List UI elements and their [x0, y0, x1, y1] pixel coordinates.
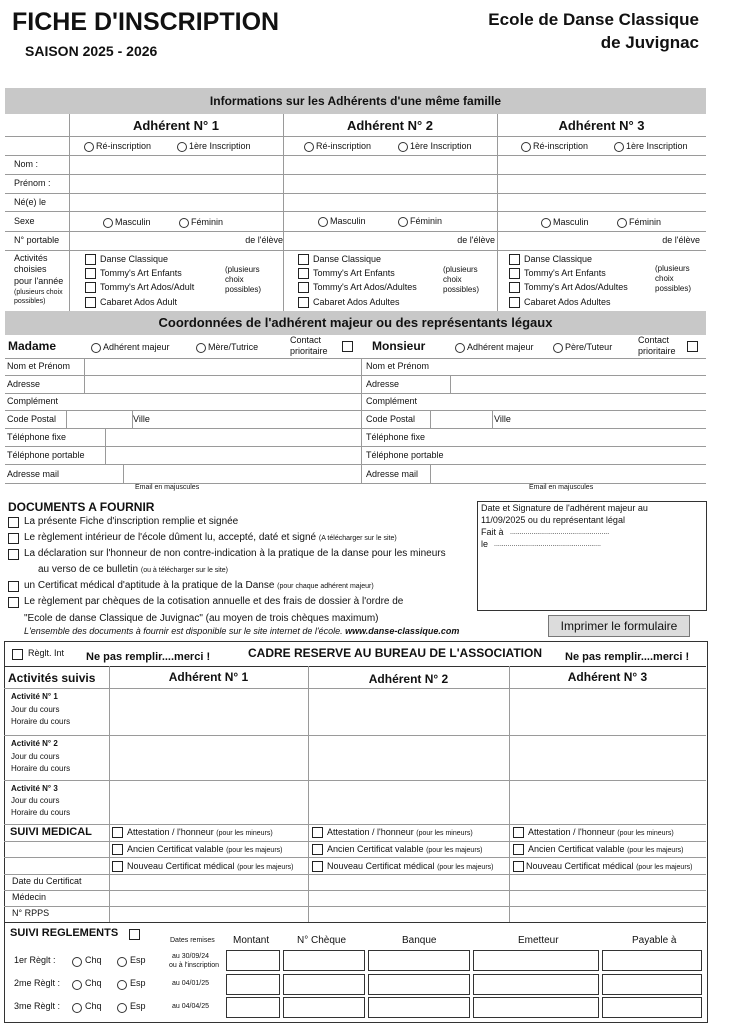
- doc-declaration-note: (ou à télécharger sur le site): [140, 567, 229, 574]
- member-3-portable-field[interactable]: [498, 232, 653, 249]
- member-1-masculin-radio[interactable]: [103, 218, 113, 228]
- monsieur-ville-label: Ville: [494, 414, 511, 424]
- madame-code-postal-field[interactable]: [67, 411, 131, 427]
- m1-ancien-checkbox[interactable]: [112, 844, 123, 855]
- m1-activity-tommy-enfants-label: Tommy's Art Enfants: [100, 268, 182, 278]
- member-1-birthdate-field[interactable]: [70, 194, 282, 210]
- madame-mere-tutrice-radio[interactable]: [196, 343, 206, 353]
- m1-nouveau-checkbox[interactable]: [112, 861, 123, 872]
- madame-label: Madame: [8, 339, 57, 353]
- col-emetteur: Emetteur: [518, 935, 559, 946]
- madame-tel-fixe-field[interactable]: [106, 429, 360, 445]
- m3-activity-tommy-enfants-checkbox[interactable]: [509, 268, 520, 279]
- m1-nouveau-note: (pour les majeurs): [237, 864, 294, 871]
- m2-nouveau-label: [327, 862, 494, 871]
- madame-tel-portable-label: Téléphone portable: [7, 450, 85, 460]
- documents-title: DOCUMENTS A FOURNIR: [8, 500, 155, 514]
- monsieur-contact-prioritaire-line1: Contact: [638, 335, 670, 345]
- form-title: FICHE D'INSCRIPTION: [12, 8, 280, 36]
- m2-attestation-note: (pour les mineurs): [416, 830, 473, 837]
- reglt-int-label: Règlt. Int: [28, 648, 65, 658]
- monsieur-adherent-majeur-radio[interactable]: [455, 343, 465, 353]
- payment-3-chq-radio[interactable]: [72, 1003, 82, 1013]
- madame-email-note: Email en majuscules: [135, 484, 200, 491]
- m2-activity-tommy-enfants-label: Tommy's Art Enfants: [313, 268, 395, 278]
- member-2-header: Adhérent N° 2: [346, 118, 434, 133]
- monsieur-label: Monsieur: [372, 339, 426, 353]
- payment-1-esp-radio[interactable]: [117, 957, 127, 967]
- signature-fait-a-dots: ...................................................: [510, 529, 610, 536]
- member-1-feminin-radio[interactable]: [179, 218, 189, 228]
- doc-declaration-checkbox[interactable]: [8, 549, 19, 560]
- m2-activity-tommy-ados-checkbox[interactable]: [298, 282, 309, 293]
- m3-attestation-note: (pour les mineurs): [617, 830, 674, 837]
- activities-label-line3: pour l'année: [14, 276, 64, 286]
- m2-activity-classique-checkbox[interactable]: [298, 254, 309, 265]
- madame-code-postal-label: Code Postal: [7, 414, 57, 424]
- monsieur-adresse-field[interactable]: [451, 376, 705, 392]
- payment-3-payable-field[interactable]: [602, 997, 702, 1018]
- payment-3-montant-field[interactable]: [226, 997, 280, 1018]
- ne-pas-remplir-right: Ne pas remplir....merci !: [565, 651, 690, 663]
- signature-le-label: le: [481, 539, 489, 549]
- member-3-first-inscription-radio[interactable]: [614, 142, 624, 152]
- reserved-member-2-header: Adhérent N° 2: [368, 672, 449, 686]
- m2-ancien-label: [327, 845, 483, 854]
- doc-certificat-label: [24, 581, 374, 591]
- m1-plusieurs-note-3: possibles): [225, 285, 262, 294]
- m2-ancien-text: Ancien Certificat valable: [327, 844, 424, 854]
- member-2-feminin-label: Féminin: [410, 216, 443, 226]
- signature-line2: 11/09/2025 ou du représentant légal: [481, 515, 625, 525]
- m1-nouveau-label: [127, 862, 294, 871]
- m2-activity-tommy-ados-label: Tommy's Art Ados/Adultes: [313, 282, 417, 292]
- payment-2-esp-label: Esp: [130, 978, 146, 988]
- monsieur-pere-tuteur-label: Père/Tuteur: [565, 342, 613, 352]
- activity-3-label: Activité N° 3: [11, 784, 58, 793]
- member-3-birthdate-field[interactable]: [498, 194, 705, 210]
- m2-ancien-note: (pour les majeurs): [426, 847, 483, 854]
- member-2-first-inscription-radio[interactable]: [398, 142, 408, 152]
- member-2-feminin-radio[interactable]: [398, 217, 408, 227]
- payment-2-payable-field[interactable]: [602, 974, 702, 995]
- m2-plusieurs-note-2: choix: [443, 275, 462, 284]
- payment-3-banque-field[interactable]: [368, 997, 470, 1018]
- signature-line1: Date et Signature de l'adhérent majeur au: [481, 503, 648, 513]
- activites-suivis-label: Activités suivis: [8, 671, 96, 685]
- payment-3-esp-label: Esp: [130, 1001, 146, 1011]
- monsieur-tel-portable-field[interactable]: [455, 447, 705, 463]
- activity-2-horaire-label: Horaire du cours: [11, 764, 71, 773]
- m2-activity-cabaret-checkbox[interactable]: [298, 297, 309, 308]
- activities-label-line2: choisies: [14, 264, 47, 274]
- monsieur-nom-prenom-field[interactable]: [451, 359, 705, 374]
- activity-2-jour-label: Jour du cours: [11, 752, 60, 761]
- m1-activity-tommy-ados-label: Tommy's Art Ados/Adult: [100, 282, 195, 292]
- doc-declaration-label-line1: La déclaration sur l'honneur de non contre-indication à la pratique de la danse pour les mineurs: [24, 548, 446, 559]
- monsieur-complement-field[interactable]: [430, 394, 705, 409]
- member-2-masculin-radio[interactable]: [318, 217, 328, 227]
- madame-tel-fixe-label: Téléphone fixe: [7, 432, 67, 442]
- monsieur-complement-label: Complément: [366, 396, 418, 406]
- payment-2-emetteur-field[interactable]: [473, 974, 599, 995]
- rpps-label: N° RPPS: [12, 908, 50, 918]
- activity-3-horaire-label: Horaire du cours: [11, 808, 71, 817]
- m1-attestation-text: Attestation / l'honneur: [127, 827, 214, 837]
- payment-3-chq-label: Chq: [85, 1001, 102, 1011]
- payment-3-label: 3me Règlt :: [14, 1001, 61, 1011]
- member-1-nom-field[interactable]: [70, 156, 282, 173]
- doc-reglement-main: Le règlement intérieur de l'école dûment lu, accepté, daté et signé: [24, 532, 317, 543]
- member-2-masculin-label: Masculin: [330, 216, 366, 226]
- madame-email-field[interactable]: [124, 465, 360, 482]
- monsieur-adresse-label: Adresse: [366, 379, 400, 389]
- payment-2-chq-label: Chq: [85, 978, 102, 988]
- payment-3-esp-radio[interactable]: [117, 1003, 127, 1013]
- payment-2-date: au 04/01/25: [172, 980, 209, 987]
- member-3-prenom-field[interactable]: [498, 175, 705, 192]
- member-1-first-inscription-radio[interactable]: [177, 142, 187, 152]
- m3-ancien-note: (pour les majeurs): [627, 847, 684, 854]
- m3-activity-cabaret-label: Cabaret Ados Adultes: [524, 297, 611, 307]
- doc-reglement-checkbox[interactable]: [8, 533, 19, 544]
- payment-1-emetteur-field[interactable]: [473, 950, 599, 971]
- madame-tel-portable-field[interactable]: [106, 447, 360, 463]
- m1-attestation-label: [127, 828, 273, 837]
- member-3-first-inscription-label: 1ère Inscription: [626, 141, 688, 151]
- member-1-portable-field[interactable]: [70, 232, 230, 249]
- portable-label: N° portable: [14, 235, 60, 245]
- m2-nouveau-note: (pour les majeurs): [437, 864, 494, 871]
- nom-label: Nom :: [14, 159, 39, 169]
- m3-ancien-checkbox[interactable]: [513, 844, 524, 855]
- m3-attestation-label: [528, 828, 674, 837]
- monsieur-tel-fixe-label: Téléphone fixe: [366, 432, 426, 442]
- doc-cheques-checkbox[interactable]: [8, 597, 19, 608]
- m3-plusieurs-note-3: possibles): [655, 284, 692, 293]
- monsieur-code-postal-field[interactable]: [431, 411, 491, 427]
- m1-activity-classique-checkbox[interactable]: [85, 254, 96, 265]
- monsieur-code-postal-label: Code Postal: [366, 414, 416, 424]
- monsieur-pere-tuteur-radio[interactable]: [553, 343, 563, 353]
- m3-activity-tommy-ados-label: Tommy's Art Ados/Adultes: [524, 282, 628, 292]
- activity-1-label: Activité N° 1: [11, 692, 58, 701]
- member-3-de-l-eleve: de l'élève: [662, 235, 700, 245]
- payment-1-date: au 30/09/24: [172, 953, 209, 960]
- m2-attestation-label: [327, 828, 473, 837]
- m2-plusieurs-note-1: (plusieurs: [443, 265, 478, 274]
- payment-1-montant-field[interactable]: [226, 950, 280, 971]
- m3-attestation-text: Attestation / l'honneur: [528, 827, 615, 837]
- documents-footer-url[interactable]: www.danse-classique.com: [345, 626, 460, 636]
- m3-plusieurs-note-2: choix: [655, 274, 674, 283]
- member-3-feminin-radio[interactable]: [617, 218, 627, 228]
- suivi-reglements-label: SUIVI REGLEMENTS: [10, 927, 119, 939]
- print-form-button[interactable]: Imprimer le formulaire: [548, 615, 690, 637]
- activities-note-line1: (plusieurs choix: [14, 289, 63, 296]
- m2-nouveau-checkbox[interactable]: [312, 861, 323, 872]
- activities-note-line2: possibles): [14, 298, 46, 305]
- activity-1-horaire-label: Horaire du cours: [11, 717, 71, 726]
- madame-adherent-majeur-radio[interactable]: [91, 343, 101, 353]
- m1-plusieurs-note-2: choix: [225, 275, 244, 284]
- member-3-masculin-radio[interactable]: [541, 218, 551, 228]
- col-banque: Banque: [402, 935, 437, 946]
- suivi-medical-label: SUIVI MEDICAL: [10, 826, 92, 838]
- m3-ancien-label: [528, 845, 684, 854]
- madame-ville-field[interactable]: [160, 411, 360, 427]
- madame-ville-label: Ville: [133, 414, 150, 424]
- monsieur-contact-prioritaire-checkbox[interactable]: [687, 341, 698, 352]
- m1-nouveau-text: Nouveau Certificat médical: [127, 861, 235, 871]
- madame-contact-prioritaire-line2: prioritaire: [290, 346, 328, 356]
- m1-ancien-note: (pour les majeurs): [226, 847, 283, 854]
- m3-activity-tommy-enfants-label: Tommy's Art Enfants: [524, 268, 606, 278]
- member-2-prenom-field[interactable]: [284, 175, 496, 192]
- doc-cheques-label-line1: Le règlement par chèques de la cotisation annuelle et des frais de dossier à l'ordre de: [24, 596, 404, 607]
- dates-remises-label: Dates remises: [170, 937, 215, 944]
- signature-fait-a-label: Fait à: [481, 527, 504, 537]
- m3-nouveau-label: [526, 862, 693, 871]
- member-1-header: Adhérent N° 1: [132, 118, 220, 133]
- m1-activity-cabaret-checkbox[interactable]: [85, 297, 96, 308]
- medecin-label: Médecin: [12, 892, 47, 902]
- madame-email-label: Adresse mail: [7, 469, 60, 479]
- m3-nouveau-checkbox[interactable]: [513, 861, 524, 872]
- madame-mere-tutrice-label: Mère/Tutrice: [208, 342, 259, 352]
- member-2-portable-field[interactable]: [284, 232, 444, 249]
- m1-activity-cabaret-label: Cabaret Ados Adult: [100, 297, 178, 307]
- signature-le-dots: .......................................................: [494, 541, 601, 548]
- member-2-first-inscription-label: 1ère Inscription: [410, 141, 472, 151]
- member-1-first-inscription-label: 1ère Inscription: [189, 141, 251, 151]
- payment-1-chq-label: Chq: [85, 955, 102, 965]
- m1-plusieurs-note-1: (plusieurs: [225, 265, 260, 274]
- m3-attestation-checkbox[interactable]: [513, 827, 524, 838]
- member-2-nom-field[interactable]: [284, 156, 496, 173]
- m2-plusieurs-note-3: possibles): [443, 285, 480, 294]
- school-name-line1: Ecole de Danse Classique: [488, 10, 699, 29]
- payment-1-cheque-field[interactable]: [283, 950, 365, 971]
- payment-1-banque-field[interactable]: [368, 950, 470, 971]
- doc-certificat-note: (pour chaque adhérent majeur): [277, 583, 374, 590]
- m3-ancien-text: Ancien Certificat valable: [528, 844, 625, 854]
- suivi-reglements-checkbox[interactable]: [129, 929, 140, 940]
- monsieur-nom-prenom-label: Nom et Prénom: [366, 361, 430, 371]
- payment-3-cheque-field[interactable]: [283, 997, 365, 1018]
- members-section-title: Informations sur les Adhérents d'une même famille: [209, 94, 502, 108]
- member-3-feminin-label: Féminin: [629, 217, 662, 227]
- monsieur-tel-portable-label: Téléphone portable: [366, 450, 444, 460]
- reglt-int-checkbox[interactable]: [12, 649, 23, 660]
- member-1-reinscription-radio[interactable]: [84, 142, 94, 152]
- m3-plusieurs-note-1: (plusieurs: [655, 264, 690, 273]
- season-label: SAISON 2025 - 2026: [25, 43, 158, 59]
- reserved-member-3-header: Adhérent N° 3: [567, 670, 648, 684]
- payment-1-date-note: ou à l'inscription: [169, 962, 219, 969]
- m2-activity-cabaret-label: Cabaret Ados Adultes: [313, 297, 400, 307]
- monsieur-tel-fixe-field[interactable]: [440, 429, 705, 445]
- monsieur-ville-field[interactable]: [520, 411, 705, 427]
- madame-contact-prioritaire-checkbox[interactable]: [342, 341, 353, 352]
- madame-nom-prenom-field[interactable]: [85, 359, 360, 374]
- madame-nom-prenom-label: Nom et Prénom: [7, 361, 71, 371]
- member-3-reinscription-label: Ré-inscription: [533, 141, 589, 151]
- m2-activity-tommy-enfants-checkbox[interactable]: [298, 268, 309, 279]
- m2-ancien-checkbox[interactable]: [312, 844, 323, 855]
- payment-1-esp-label: Esp: [130, 955, 146, 965]
- member-2-de-l-eleve: de l'élève: [457, 235, 495, 245]
- madame-contact-prioritaire-line1: Contact: [290, 335, 322, 345]
- activity-2-label: Activité N° 2: [11, 739, 58, 748]
- payment-2-esp-radio[interactable]: [117, 980, 127, 990]
- m1-attestation-note: (pour les mineurs): [216, 830, 273, 837]
- member-1-prenom-field[interactable]: [70, 175, 282, 192]
- doc-fiche-checkbox[interactable]: [8, 517, 19, 528]
- payment-1-payable-field[interactable]: [602, 950, 702, 971]
- madame-adherent-majeur-label: Adhérent majeur: [103, 342, 170, 352]
- payment-2-montant-field[interactable]: [226, 974, 280, 995]
- m1-ancien-label: [127, 845, 283, 854]
- prenom-label: Prénom :: [14, 178, 51, 188]
- m3-activity-classique-checkbox[interactable]: [509, 254, 520, 265]
- payment-1-label: 1er Règlt :: [14, 955, 56, 965]
- m2-activity-classique-label: Danse Classique: [313, 254, 382, 264]
- payment-2-cheque-field[interactable]: [283, 974, 365, 995]
- documents-footer-text: L'ensemble des documents à fournir est disponible sur le site internet de l'école.: [24, 626, 343, 636]
- doc-certificat-main: un Certificat médical d'aptitude à la pratique de la Danse: [24, 580, 275, 591]
- reserved-title: CADRE RESERVE AU BUREAU DE L'ASSOCIATION: [248, 646, 542, 660]
- sexe-label: Sexe: [14, 216, 35, 226]
- member-1-reinscription-label: Ré-inscription: [96, 141, 152, 151]
- member-1-de-l-eleve: de l'élève: [245, 235, 283, 245]
- madame-adresse-label: Adresse: [7, 379, 41, 389]
- payment-3-emetteur-field[interactable]: [473, 997, 599, 1018]
- doc-declaration-label-line2: [38, 565, 228, 575]
- madame-complement-label: Complément: [7, 396, 59, 406]
- col-montant: Montant: [233, 935, 270, 946]
- doc-fiche-label: La présente Fiche d'inscription remplie et signée: [24, 516, 239, 527]
- monsieur-email-label: Adresse mail: [366, 469, 419, 479]
- m1-activity-tommy-ados-checkbox[interactable]: [85, 282, 96, 293]
- doc-cheques-label-line2: "Ecole de danse Classique de Juvignac" (au moyen de trois chèques maximum): [24, 613, 379, 624]
- ne-pas-remplir-left: Ne pas remplir....merci !: [86, 651, 211, 663]
- madame-adresse-field[interactable]: [85, 376, 360, 392]
- birthdate-label: Né(e) le: [14, 197, 47, 207]
- m1-attestation-checkbox[interactable]: [112, 827, 123, 838]
- school-name-line2: de Juvignac: [600, 33, 699, 52]
- m2-attestation-checkbox[interactable]: [312, 827, 323, 838]
- doc-reglement-note: (A télécharger sur le site): [318, 535, 397, 542]
- m1-ancien-text: Ancien Certificat valable: [127, 844, 224, 854]
- m1-activity-classique-label: Danse Classique: [100, 254, 169, 264]
- payment-3-date: au 04/04/25: [172, 1003, 209, 1010]
- m2-attestation-text: Attestation / l'honneur: [327, 827, 414, 837]
- member-3-masculin-label: Masculin: [553, 217, 589, 227]
- member-3-reinscription-radio[interactable]: [521, 142, 531, 152]
- madame-complement-field[interactable]: [70, 394, 360, 409]
- member-3-nom-field[interactable]: [498, 156, 705, 173]
- member-3-header: Adhérent N° 3: [558, 118, 645, 133]
- member-2-reinscription-radio[interactable]: [304, 142, 314, 152]
- m3-activity-classique-label: Danse Classique: [524, 254, 593, 264]
- m1-activity-tommy-enfants-checkbox[interactable]: [85, 268, 96, 279]
- monsieur-contact-prioritaire-line2: prioritaire: [638, 346, 676, 356]
- m2-nouveau-text: Nouveau Certificat médical: [327, 861, 435, 871]
- contacts-section-title: Coordonnées de l'adhérent majeur ou des représentants légaux: [158, 315, 553, 330]
- monsieur-email-note: Email en majuscules: [529, 484, 594, 491]
- payment-1-chq-radio[interactable]: [72, 957, 82, 967]
- reserved-member-1-header: Adhérent N° 1: [168, 670, 249, 684]
- monsieur-email-field[interactable]: [431, 465, 705, 482]
- date-certificat-label: Date du Certificat: [12, 876, 82, 886]
- documents-footer-note: [24, 627, 459, 636]
- doc-certificat-checkbox[interactable]: [8, 581, 19, 592]
- member-2-reinscription-label: Ré-inscription: [316, 141, 372, 151]
- m3-activity-tommy-ados-checkbox[interactable]: [509, 282, 520, 293]
- doc-reglement-label: [24, 533, 397, 543]
- m3-nouveau-note: (pour les majeurs): [636, 864, 693, 871]
- member-1-feminin-label: Féminin: [191, 217, 224, 227]
- monsieur-adherent-majeur-label: Adhérent majeur: [467, 342, 534, 352]
- activity-1-jour-label: Jour du cours: [11, 705, 60, 714]
- m3-nouveau-text: Nouveau Certificat médical: [526, 861, 634, 871]
- m3-activity-cabaret-checkbox[interactable]: [509, 297, 520, 308]
- col-numero-cheque: N° Chèque: [297, 935, 347, 946]
- col-payable-a: Payable à: [632, 935, 677, 946]
- payment-2-label: 2me Règlt :: [14, 978, 61, 988]
- doc-declaration-line2-main: au verso de ce bulletin: [38, 564, 139, 575]
- activity-3-jour-label: Jour du cours: [11, 796, 60, 805]
- payment-2-chq-radio[interactable]: [72, 980, 82, 990]
- member-2-birthdate-field[interactable]: [284, 194, 496, 210]
- member-1-masculin-label: Masculin: [115, 217, 151, 227]
- payment-2-banque-field[interactable]: [368, 974, 470, 995]
- activities-label-line1: Activités: [14, 253, 48, 263]
